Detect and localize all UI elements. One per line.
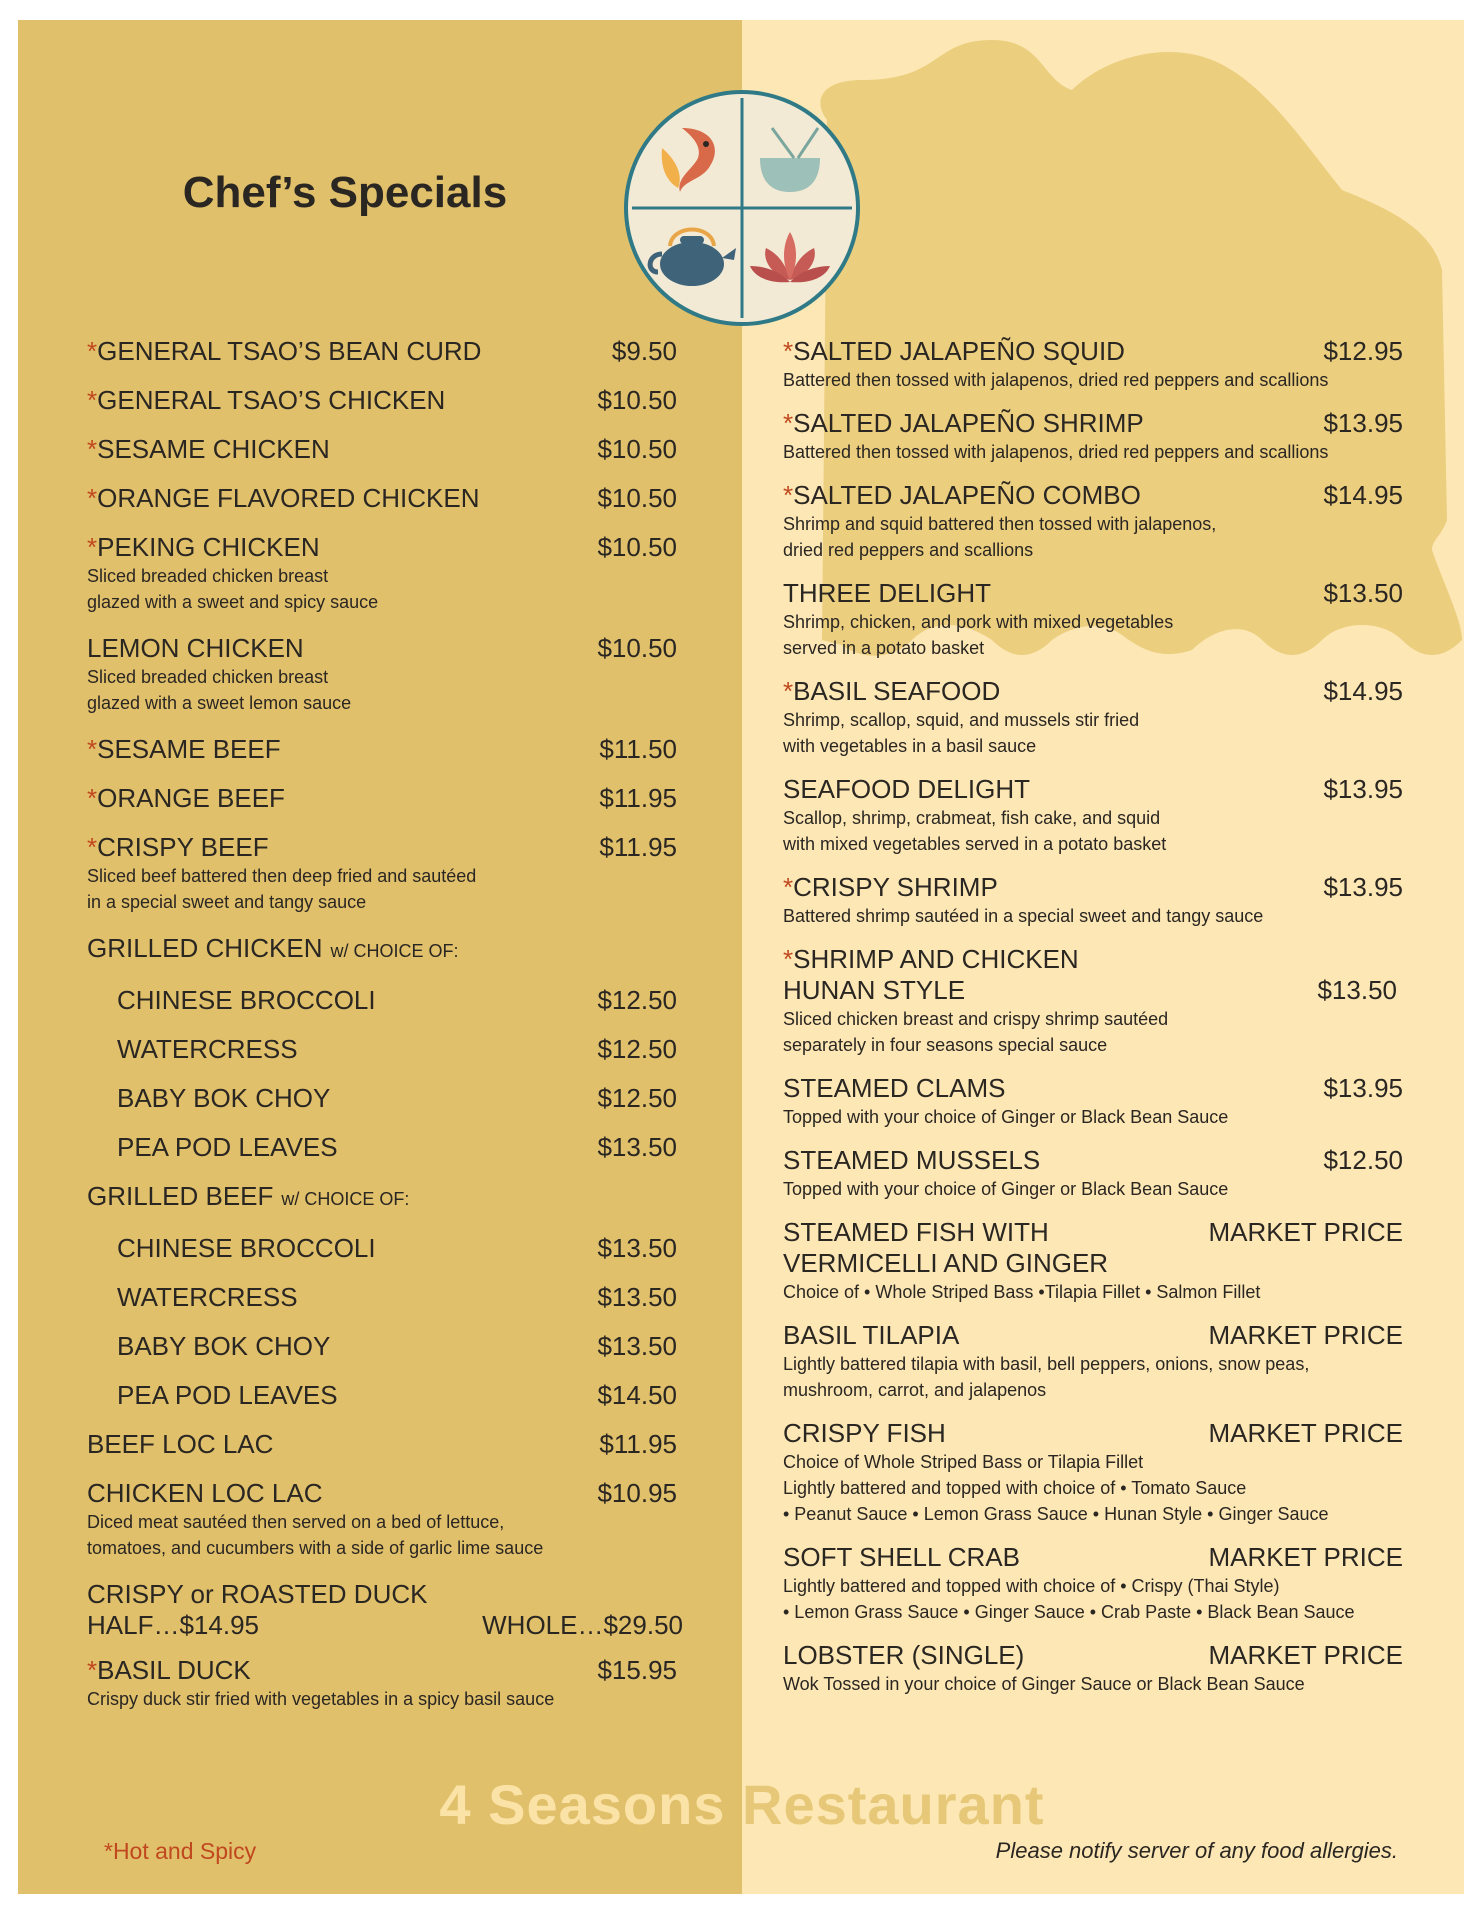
menu-item-price: $11.95: [599, 783, 677, 813]
item-name-text: BABY BOK CHOY: [117, 1083, 331, 1113]
menu-item: [87, 832, 677, 915]
menu-item: [783, 1073, 1403, 1130]
item-name-text: SOFT SHELL CRAB: [783, 1542, 1020, 1572]
four-seasons-emblem: [622, 88, 862, 328]
menu-item: [783, 872, 1403, 929]
menu-item-row: [783, 774, 1403, 805]
menu-item-row: [87, 1429, 677, 1460]
item-name-text: HUNAN STYLE: [783, 975, 966, 1005]
menu-item-row: [87, 1181, 677, 1215]
menu-item-price: $13.50: [1317, 975, 1397, 1005]
menu-item-row: [87, 783, 677, 814]
menu-item: [87, 1331, 677, 1362]
spicy-marker: *: [783, 336, 794, 366]
item-name-text: SALTED JALAPEÑO COMBO: [793, 480, 1141, 510]
menu-item-name: [87, 783, 285, 814]
menu-item-description: glazed with a sweet lemon sauce: [87, 693, 352, 713]
menu-item-description: with vegetables in a basil sauce: [783, 736, 1037, 756]
menu-item-price: $12.50: [597, 1034, 677, 1064]
menu-item: [87, 1478, 677, 1561]
item-name-text: CRISPY FISH: [783, 1418, 946, 1448]
menu-item-price: MARKET PRICE: [1208, 1542, 1403, 1572]
menu-item-name: [783, 1542, 1020, 1573]
menu-item-name: [117, 1083, 330, 1114]
menu-item: [783, 1145, 1403, 1202]
menu-item-row: [87, 1655, 677, 1686]
menu-item-price: $13.50: [597, 1331, 677, 1361]
menu-item: [87, 1034, 677, 1065]
choice-label: w/ CHOICE OF:: [330, 941, 459, 961]
menu-item: [87, 1233, 677, 1264]
menu-item-name: [783, 1418, 946, 1449]
menu-item: [87, 1282, 677, 1313]
menu-item: [87, 1132, 677, 1163]
menu-item-description: Sliced breaded chicken breast: [87, 667, 329, 687]
menu-item-row: [117, 1282, 677, 1313]
steamed-fish-line2: VERMICELLI AND GINGER: [783, 1248, 1109, 1278]
spicy-marker: *: [87, 832, 98, 862]
menu-item-name: [117, 1331, 330, 1362]
menu-item-price: $14.95: [1323, 676, 1403, 706]
spicy-marker: *: [783, 872, 794, 902]
menu-item-row: [783, 408, 1403, 439]
menu-item-name: [117, 1380, 338, 1411]
menu-item-name: [87, 385, 445, 416]
menu-item-description: with mixed vegetables served in a potato basket: [783, 834, 1167, 854]
menu-item-price: $10.50: [597, 385, 677, 415]
allergy-note: Please notify server of any food allergies.: [995, 1838, 1398, 1863]
menu-item-price: $13.95: [1323, 872, 1403, 902]
menu-item-description: served in a potato basket: [783, 638, 985, 658]
brand-word-1: 4 Seasons: [439, 1773, 726, 1836]
menu-item-description: mushroom, carrot, and jalapenos: [783, 1380, 1047, 1400]
item-name-text: SEAFOOD DELIGHT: [783, 774, 1031, 804]
item-name-text: LEMON CHICKEN: [87, 633, 304, 663]
choice-label: w/ CHOICE OF:: [281, 1189, 410, 1209]
menu-item-price: MARKET PRICE: [1208, 1320, 1403, 1350]
menu-item-description: in a special sweet and tangy sauce: [87, 892, 367, 912]
menu-item-duck: [87, 1579, 683, 1641]
menu-item-description: Topped with your choice of Ginger or Black Bean Sauce: [783, 1107, 1229, 1127]
menu-item-price: MARKET PRICE: [1208, 1217, 1403, 1247]
menu-item-name: [783, 480, 1141, 511]
menu-item-price: $11.95: [599, 1429, 677, 1459]
menu-item-row: [87, 532, 677, 563]
menu-item: [783, 1320, 1403, 1403]
menu-item-description: tomatoes, and cucumbers with a side of garlic lime sauce: [87, 1538, 544, 1558]
menu-item-price: MARKET PRICE: [1208, 1418, 1403, 1448]
menu-item: [87, 385, 677, 416]
item-name-text: STEAMED MUSSELS: [783, 1145, 1041, 1175]
menu-item-price: $10.50: [597, 633, 677, 663]
menu-item-name: [117, 1034, 298, 1065]
menu-item-price: $10.50: [597, 434, 677, 464]
item-name-text: PEA POD LEAVES: [117, 1380, 338, 1410]
menu-item-price: $14.50: [597, 1380, 677, 1410]
spicy-marker: *: [87, 783, 98, 813]
spicy-marker: *: [87, 1655, 98, 1685]
menu-item-description: Lightly battered tilapia with basil, bell peppers, onions, snow peas,: [783, 1354, 1310, 1374]
menu-item-name: [87, 483, 479, 514]
duck-name: CRISPY or ROASTED DUCK: [87, 1579, 428, 1609]
item-name-text: ORANGE BEEF: [97, 783, 285, 813]
duck-prices: [87, 1610, 683, 1641]
menu-item-description: Shrimp and squid battered then tossed with jalapenos,: [783, 514, 1217, 534]
menu-item-row: [783, 676, 1403, 707]
item-name-text: BASIL DUCK: [97, 1655, 251, 1685]
duck-half-price: HALF…$14.95: [87, 1610, 259, 1640]
item-name-text: BABY BOK CHOY: [117, 1331, 331, 1361]
item-name-text: SESAME CHICKEN: [97, 434, 330, 464]
menu-item-price: $13.95: [1323, 408, 1403, 438]
menu-item-steamed-fish: [783, 1217, 1403, 1305]
menu-item: [783, 336, 1403, 393]
menu-item-row: [87, 633, 677, 664]
menu-item-row: [87, 483, 677, 514]
menu-item-name: [87, 336, 481, 367]
menu-item-description: • Lemon Grass Sauce • Ginger Sauce • Crab Paste • Black Bean Sauce: [783, 1602, 1355, 1622]
menu-item-price: $10.50: [597, 532, 677, 562]
menu-item-name: [117, 985, 376, 1016]
menu-item-name: [87, 832, 269, 863]
menu-item-row: [783, 1073, 1403, 1104]
menu-item-description: Battered then tossed with jalapenos, dried red peppers and scallions: [783, 442, 1329, 462]
restaurant-name: [0, 1772, 1484, 1837]
item-name-text: PEA POD LEAVES: [117, 1132, 338, 1162]
menu-item: [87, 1380, 677, 1411]
brand-word-2: Restaurant: [742, 1773, 1045, 1836]
spicy-marker: *: [87, 385, 98, 415]
item-name-text: SALTED JALAPEÑO SQUID: [793, 336, 1125, 366]
menu-item: [783, 774, 1403, 857]
menu-item-name: [117, 1233, 376, 1264]
menu-item-description: Battered then tossed with jalapenos, dried red peppers and scallions: [783, 370, 1329, 390]
menu-item-price: $10.50: [597, 483, 677, 513]
menu-item: [783, 1418, 1403, 1527]
hunan-name-line2: [783, 975, 1403, 1006]
item-name-text: SHRIMP AND CHICKEN: [793, 944, 1079, 974]
menu-item-name: [87, 1655, 251, 1686]
menu-item-row: [783, 1640, 1403, 1671]
item-name-text: CHINESE BROCCOLI: [117, 1233, 376, 1263]
menu-item-row: [783, 480, 1403, 511]
menu-item-row: [87, 434, 677, 465]
menu-item-row: [117, 1034, 677, 1065]
menu-item: [783, 408, 1403, 465]
menu-item-description: Choice of • Whole Striped Bass •Tilapia Fillet • Salmon Fillet: [783, 1282, 1261, 1302]
menu-item-name: [87, 633, 304, 664]
menu-item-name: [87, 734, 281, 765]
menu-item-name: [87, 933, 459, 967]
menu-item-name: [783, 774, 1030, 805]
item-name-text: BEEF LOC LAC: [87, 1429, 274, 1459]
item-name-text: STEAMED CLAMS: [783, 1073, 1006, 1103]
menu-item-price: $10.95: [597, 1478, 677, 1508]
menu-item-row: [783, 578, 1403, 609]
item-name-text: GRILLED CHICKEN: [87, 933, 323, 963]
menu-item-description: Choice of Whole Striped Bass or Tilapia Fillet: [783, 1452, 1144, 1472]
menu-item: [87, 933, 677, 967]
menu-item-price: $12.50: [597, 985, 677, 1015]
menu-item: [783, 1640, 1403, 1697]
menu-item-price: $11.95: [599, 832, 677, 862]
menu-item: [87, 1181, 677, 1215]
duck-whole-price: WHOLE…$29.50: [482, 1610, 683, 1640]
menu-item-row: [117, 985, 677, 1016]
hot-spicy-note: *Hot and Spicy: [104, 1838, 257, 1864]
menu-item-name: [87, 434, 330, 465]
menu-item-price: $15.95: [597, 1655, 677, 1685]
menu-item-name: [783, 336, 1125, 367]
item-name-text: SALTED JALAPEÑO SHRIMP: [793, 408, 1144, 438]
menu-item-price: $13.95: [1323, 774, 1403, 804]
menu-item: [87, 734, 677, 765]
menu-item-name: [783, 578, 991, 609]
menu-item: [87, 532, 677, 615]
menu-item-row: [783, 1320, 1403, 1351]
menu-item: [87, 1655, 677, 1712]
item-name-text: LOBSTER (SINGLE): [783, 1640, 1025, 1670]
menu-item-description: Sliced beef battered then deep fried and sautéed: [87, 866, 477, 886]
menu-item-price: $12.50: [1323, 1145, 1403, 1175]
menu-item-name: [783, 1145, 1040, 1176]
menu-item-row: [117, 1132, 677, 1163]
menu-item-name: [87, 1181, 409, 1215]
item-name-text: WATERCRESS: [117, 1034, 298, 1064]
menu-item-name: [783, 408, 1144, 439]
menu-item-description: Sliced breaded chicken breast: [87, 566, 329, 586]
menu-item: [783, 1542, 1403, 1625]
spicy-marker: *: [87, 532, 98, 562]
spicy-marker: *: [783, 944, 794, 974]
menu-item-description: Scallop, shrimp, crabmeat, fish cake, and squid: [783, 808, 1161, 828]
menu-item-row: [783, 1542, 1403, 1573]
item-name-text: STEAMED FISH WITH: [783, 1217, 1049, 1247]
item-name-text: THREE DELIGHT: [783, 578, 992, 608]
menu-item-name: [783, 676, 1000, 707]
menu-item-description: separately in four seasons special sauce: [783, 1035, 1108, 1055]
spicy-marker: *: [783, 408, 794, 438]
menu-item-name: [87, 532, 320, 563]
menu-item-description: Shrimp, scallop, squid, and mussels stir fried: [783, 710, 1140, 730]
menu-item-row: [783, 1418, 1403, 1449]
item-name-text: PEKING CHICKEN: [97, 532, 320, 562]
menu-item-description: Sliced chicken breast and crispy shrimp sautéed: [783, 1009, 1169, 1029]
menu-item-row: [117, 1083, 677, 1114]
spicy-marker: *: [87, 336, 98, 366]
menu-item-price: $9.50: [611, 336, 677, 366]
menu-item-price: MARKET PRICE: [1208, 1640, 1403, 1670]
menu-item-name: [783, 1640, 1024, 1671]
menu-item-price: $13.95: [1323, 1073, 1403, 1103]
menu-item-row: [87, 832, 677, 863]
menu-item-row: [87, 933, 677, 967]
spicy-marker: *: [783, 480, 794, 510]
menu-item-name: [783, 1073, 1006, 1104]
item-name-text: SESAME BEEF: [97, 734, 281, 764]
menu-item-name: [783, 872, 998, 903]
menu-item-price: $13.50: [1323, 578, 1403, 608]
item-name-text: CHICKEN LOC LAC: [87, 1478, 323, 1508]
menu-item-description: Battered shrimp sautéed in a special sweet and tangy sauce: [783, 906, 1264, 926]
menu-item-description: Wok Tossed in your choice of Ginger Sauce or Black Bean Sauce: [783, 1674, 1305, 1694]
menu-item-row: [87, 734, 677, 765]
menu-item-description: Crispy duck stir fried with vegetables in a spicy basil sauce: [87, 1689, 555, 1709]
menu-item-price: $13.50: [597, 1233, 677, 1263]
menu-item-row: [117, 1380, 677, 1411]
menu-item-row: [87, 1478, 677, 1509]
menu-item-row: [117, 1331, 677, 1362]
menu-item-description: • Peanut Sauce • Lemon Grass Sauce • Hunan Style • Ginger Sauce: [783, 1504, 1329, 1524]
spicy-marker: *: [87, 483, 98, 513]
item-name-text: CRISPY BEEF: [97, 832, 269, 862]
menu-item: [87, 783, 677, 814]
menu-item-description: Topped with your choice of Ginger or Black Bean Sauce: [783, 1179, 1229, 1199]
item-name-text: CRISPY SHRIMP: [793, 872, 998, 902]
menu-item-price: $13.50: [597, 1282, 677, 1312]
menu-item-price: $14.95: [1323, 480, 1403, 510]
menu-item-row: [117, 1233, 677, 1264]
item-name-text: GENERAL TSAO’S BEAN CURD: [97, 336, 482, 366]
menu-item-hunan: [783, 944, 1403, 1058]
item-name-text: GRILLED BEEF: [87, 1181, 274, 1211]
spicy-marker: *: [87, 434, 98, 464]
menu-item: [783, 676, 1403, 759]
steamed-fish-line1: [783, 1217, 1403, 1248]
menu-item: [87, 1429, 677, 1460]
item-name-text: BASIL TILAPIA: [783, 1320, 960, 1350]
menu-item: [87, 483, 677, 514]
menu-item-row: [87, 336, 677, 367]
menu-item-row: [783, 1145, 1403, 1176]
menu-item: [87, 434, 677, 465]
item-name-text: BASIL SEAFOOD: [793, 676, 1001, 706]
page-title: Chef’s Specials: [182, 168, 508, 217]
menu-item-description: Lightly battered and topped with choice of • Crispy (Thai Style): [783, 1576, 1280, 1596]
menu-item-description: dried red peppers and scallions: [783, 540, 1034, 560]
menu-item-price: $12.50: [597, 1083, 677, 1113]
menu-item-name: [783, 1320, 959, 1351]
item-name-text: WATERCRESS: [117, 1282, 298, 1312]
spicy-marker: *: [87, 734, 98, 764]
menu-item-name: [117, 1282, 298, 1313]
menu-item: [87, 985, 677, 1016]
hunan-name-line1: [783, 944, 1403, 975]
menu-item-description: Lightly battered and topped with choice of • Tomato Sauce: [783, 1478, 1247, 1498]
spicy-marker: *: [783, 676, 794, 706]
menu-item-row: [783, 872, 1403, 903]
menu-item: [783, 480, 1403, 563]
menu-item-price: $13.50: [597, 1132, 677, 1162]
menu-item-row: [783, 336, 1403, 367]
menu-item-description: Diced meat sautéed then served on a bed of lettuce,: [87, 1512, 505, 1532]
menu-item-name: [87, 1429, 273, 1460]
menu-item: [87, 336, 677, 367]
item-name-text: GENERAL TSAO’S CHICKEN: [97, 385, 446, 415]
menu-item: [87, 1083, 677, 1114]
menu-item: [783, 578, 1403, 661]
menu-item-name: [87, 1478, 323, 1509]
item-name-text: ORANGE FLAVORED CHICKEN: [97, 483, 480, 513]
menu-item: [87, 633, 677, 716]
left-menu-column: [87, 336, 683, 1731]
menu-item-row: [87, 385, 677, 416]
menu-item-price: $12.95: [1323, 336, 1403, 366]
item-name-text: CHINESE BROCCOLI: [117, 985, 376, 1015]
menu-item-description: glazed with a sweet and spicy sauce: [87, 592, 379, 612]
menu-item-name: [117, 1132, 338, 1163]
menu-item-description: Shrimp, chicken, and pork with mixed vegetables: [783, 612, 1174, 632]
menu-item-price: $11.50: [599, 734, 677, 764]
right-menu-column: [783, 336, 1403, 1712]
